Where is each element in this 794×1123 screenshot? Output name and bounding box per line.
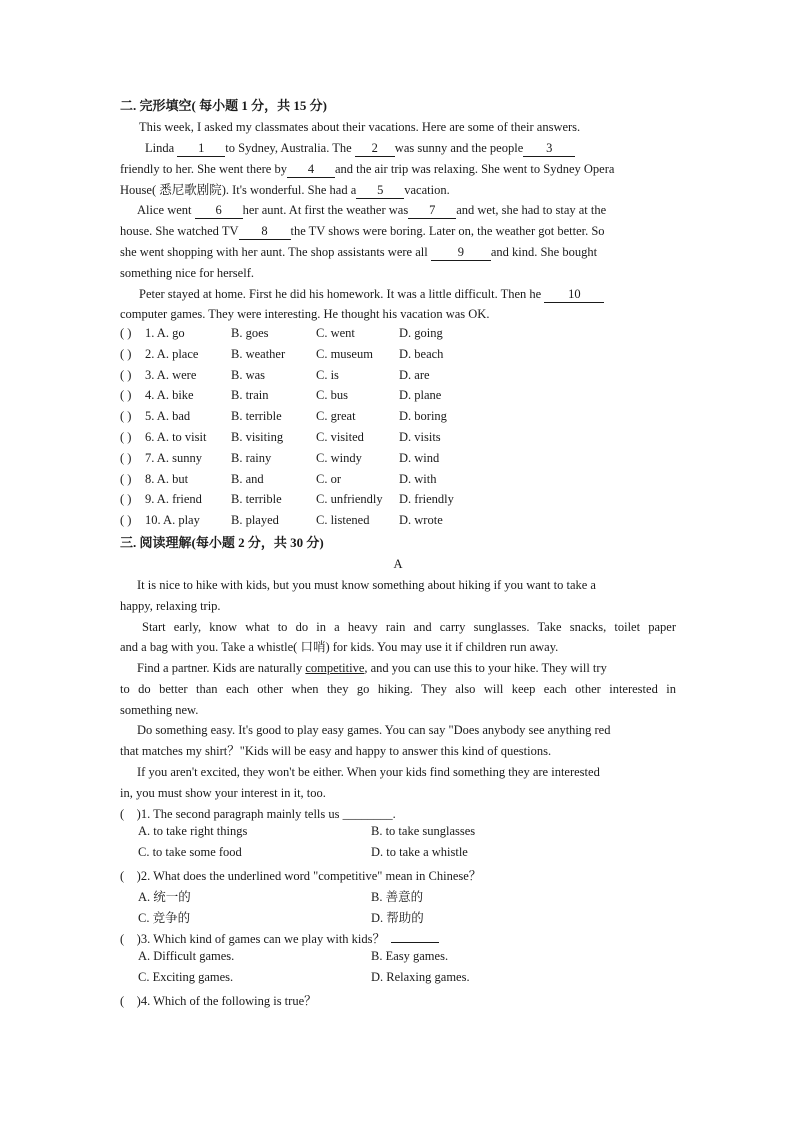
reading-q2-stem: ( )2. What does the underlined word "competitive" mean in Chinese？ <box>120 869 482 883</box>
cloze-q10-option-a[interactable]: 10. A. play <box>145 513 200 527</box>
cloze-p3-line2: computer games. They were interesting. He thought his vacation was OK. <box>120 307 490 321</box>
blank-6: 6 <box>195 203 243 219</box>
cloze-q7-option-d[interactable]: D. wind <box>399 451 440 465</box>
cloze-q7-option-a[interactable]: 7. A. sunny <box>145 451 202 465</box>
cloze-q8-paren[interactable]: ( ) <box>120 472 132 486</box>
reading-para1-line1: It is nice to hike with kids, but you must know something about hiking if you want to take a <box>137 578 596 592</box>
reading-q1-stem: ( )1. The second paragraph mainly tells us ________. <box>120 807 396 821</box>
reading-q3-option-c[interactable]: C. Exciting games. <box>138 970 234 984</box>
cloze-q9-option-a[interactable]: 9. A. friend <box>145 492 202 506</box>
cloze-q2-option-d[interactable]: D. beach <box>399 347 444 361</box>
cloze-q6-paren[interactable]: ( ) <box>120 430 132 444</box>
cloze-q5-option-b[interactable]: B. terrible <box>231 409 282 423</box>
cloze-q9-option-d[interactable]: D. friendly <box>399 492 454 506</box>
cloze-q4-option-b[interactable]: B. train <box>231 388 269 402</box>
cloze-p1-line3: House( 悉尼歌剧院). It's wonderful. She had a 5 vacation. <box>120 183 450 197</box>
cloze-q5-option-d[interactable]: D. boring <box>399 409 447 423</box>
cloze-q3-option-d[interactable]: D. are <box>399 368 430 382</box>
reading-q4-stem: ( )4. Which of the following is true？ <box>120 994 317 1008</box>
cloze-q8-option-b[interactable]: B. and <box>231 472 264 486</box>
cloze-q1-option-d[interactable]: D. going <box>399 326 443 340</box>
blank-2: 2 <box>355 141 395 157</box>
cloze-q6-option-c[interactable]: C. visited <box>316 430 364 444</box>
cloze-q3-option-a[interactable]: 3. A. were <box>145 368 197 382</box>
cloze-q10-paren[interactable]: ( ) <box>120 513 132 527</box>
cloze-p2-line2: house. She watched TV 8 the TV shows were boring. Later on, the weather got better. So <box>120 224 605 238</box>
reading-q3-stem: ( )3. Which kind of games can we play with kids？ <box>120 929 676 949</box>
cloze-q3-option-b[interactable]: B. was <box>231 368 266 382</box>
cloze-p3-line1: Peter stayed at home. First he did his homework. It was a little difficult. Then he 10 <box>139 284 695 304</box>
cloze-q1-option-a[interactable]: 1. A. go <box>145 326 185 340</box>
reading-para3-line1: Find a partner. Kids are naturally competitive, and you can use this to your hike. They will try <box>137 661 607 675</box>
cloze-q6-option-d[interactable]: D. visits <box>399 430 441 444</box>
cloze-q1-option-b[interactable]: B. goes <box>231 326 269 340</box>
blank-3: 3 <box>523 141 575 157</box>
cloze-intro: This week, I asked my classmates about their vacations. Here are some of their answers. <box>139 120 581 134</box>
reading-q2-option-a[interactable]: A. 统一的 <box>138 890 191 904</box>
cloze-heading: 二. 完形填空( 每小题 1 分，共 15 分) <box>120 98 327 113</box>
cloze-q6-option-b[interactable]: B. visiting <box>231 430 284 444</box>
cloze-q2-option-a[interactable]: 2. A. place <box>145 347 199 361</box>
cloze-q6-option-a[interactable]: 6. A. to visit <box>145 430 207 444</box>
cloze-q9-option-c[interactable]: C. unfriendly <box>316 492 383 506</box>
reading-para3-line3: something new. <box>120 703 199 717</box>
cloze-q8-option-a[interactable]: 8. A. but <box>145 472 189 486</box>
reading-para4-line1: Do something easy. It's good to play easy games. You can say "Does anybody see anything red <box>137 723 611 737</box>
cloze-q5-option-a[interactable]: 5. A. bad <box>145 409 191 423</box>
blank-7: 7 <box>408 203 456 219</box>
blank-9: 9 <box>431 245 491 261</box>
cloze-q5-option-c[interactable]: C. great <box>316 409 356 423</box>
reading-section-label: A <box>393 557 403 571</box>
reading-para5-line2: in, you must show your interest in it, too. <box>120 786 326 800</box>
cloze-q4-option-c[interactable]: C. bus <box>316 388 348 402</box>
reading-q2-option-c[interactable]: C. 竞争的 <box>138 911 191 925</box>
cloze-p2-line4: something nice for herself. <box>120 266 254 280</box>
cloze-q1-option-c[interactable]: C. went <box>316 326 355 340</box>
reading-q1-option-a[interactable]: A. to take right things <box>138 824 248 838</box>
reading-q1-option-c[interactable]: C. to take some food <box>138 845 242 859</box>
reading-q2-option-d[interactable]: D. 帮助的 <box>371 911 424 925</box>
blank-4: 4 <box>287 162 335 178</box>
reading-q3-option-a[interactable]: A. Difficult games. <box>138 949 235 963</box>
reading-heading: 三. 阅读理解(每小题 2 分，共 30 分) <box>120 535 324 550</box>
cloze-q2-option-c[interactable]: C. museum <box>316 347 373 361</box>
blank-5: 5 <box>356 183 404 199</box>
reading-para2-line1: Start early, know what to do in a heavy rain and carry sunglasses. Take snacks, toilet paper <box>142 620 676 634</box>
blank-1: 1 <box>177 141 225 157</box>
reading-q1-option-b[interactable]: B. to take sunglasses <box>371 824 476 838</box>
reading-para2-line2: and a bag with you. Take a whistle( 口哨) for kids. You may use it if children run away. <box>120 640 559 654</box>
cloze-p2-line3: she went shopping with her aunt. The shop assistants were all 9 and kind. She bought <box>120 245 598 259</box>
reading-para3-line2: to do better than each other when they go hiking. They also will keep each other interested in <box>120 682 676 696</box>
cloze-q9-option-b[interactable]: B. terrible <box>231 492 282 506</box>
cloze-q1-paren[interactable]: ( ) <box>120 326 132 340</box>
cloze-q10-option-c[interactable]: C. listened <box>316 513 370 527</box>
cloze-q7-option-b[interactable]: B. rainy <box>231 451 272 465</box>
reading-q1-option-d[interactable]: D. to take a whistle <box>371 845 468 859</box>
cloze-p1-line2: friendly to her. She went there by 4 and the air trip was relaxing. She went to Sydney Opera <box>120 162 615 176</box>
reading-q2-option-b[interactable]: B. 善意的 <box>371 890 424 904</box>
blank-10: 10 <box>544 287 604 303</box>
cloze-q7-option-c[interactable]: C. windy <box>316 451 362 465</box>
cloze-q5-paren[interactable]: ( ) <box>120 409 132 423</box>
cloze-p1-line1: Linda 1 to Sydney, Australia. The 2 was sunny and the people 3 <box>145 138 701 158</box>
cloze-q3-option-c[interactable]: C. is <box>316 368 339 382</box>
cloze-q9-paren[interactable]: ( ) <box>120 492 132 506</box>
reading-q3-option-d[interactable]: D. Relaxing games. <box>371 970 470 984</box>
cloze-q2-paren[interactable]: ( ) <box>120 347 132 361</box>
cloze-q3-paren[interactable]: ( ) <box>120 368 132 382</box>
cloze-q4-option-d[interactable]: D. plane <box>399 388 442 402</box>
q3-answer-blank[interactable] <box>391 930 439 943</box>
competitive-underlined: competitive <box>305 661 365 675</box>
cloze-q7-paren[interactable]: ( ) <box>120 451 132 465</box>
reading-q3-option-b[interactable]: B. Easy games. <box>371 949 449 963</box>
cloze-q10-option-b[interactable]: B. played <box>231 513 279 527</box>
cloze-p2-line1: Alice went 6 her aunt. At first the weather was 7 and wet, she had to stay at the <box>137 203 607 217</box>
reading-para4-line2: that matches my shirt？"Kids will be easy and happy to answer this kind of questions. <box>120 744 552 758</box>
cloze-q8-option-d[interactable]: D. with <box>399 472 437 486</box>
cloze-q4-option-a[interactable]: 4. A. bike <box>145 388 194 402</box>
cloze-q8-option-c[interactable]: C. or <box>316 472 341 486</box>
blank-8: 8 <box>239 224 291 240</box>
cloze-q4-paren[interactable]: ( ) <box>120 388 132 402</box>
cloze-q10-option-d[interactable]: D. wrote <box>399 513 443 527</box>
reading-para5-line1: If you aren't excited, they won't be either. When your kids find something they are interested <box>137 765 600 779</box>
reading-para1-line2: happy, relaxing trip. <box>120 599 221 613</box>
cloze-q2-option-b[interactable]: B. weather <box>231 347 286 361</box>
